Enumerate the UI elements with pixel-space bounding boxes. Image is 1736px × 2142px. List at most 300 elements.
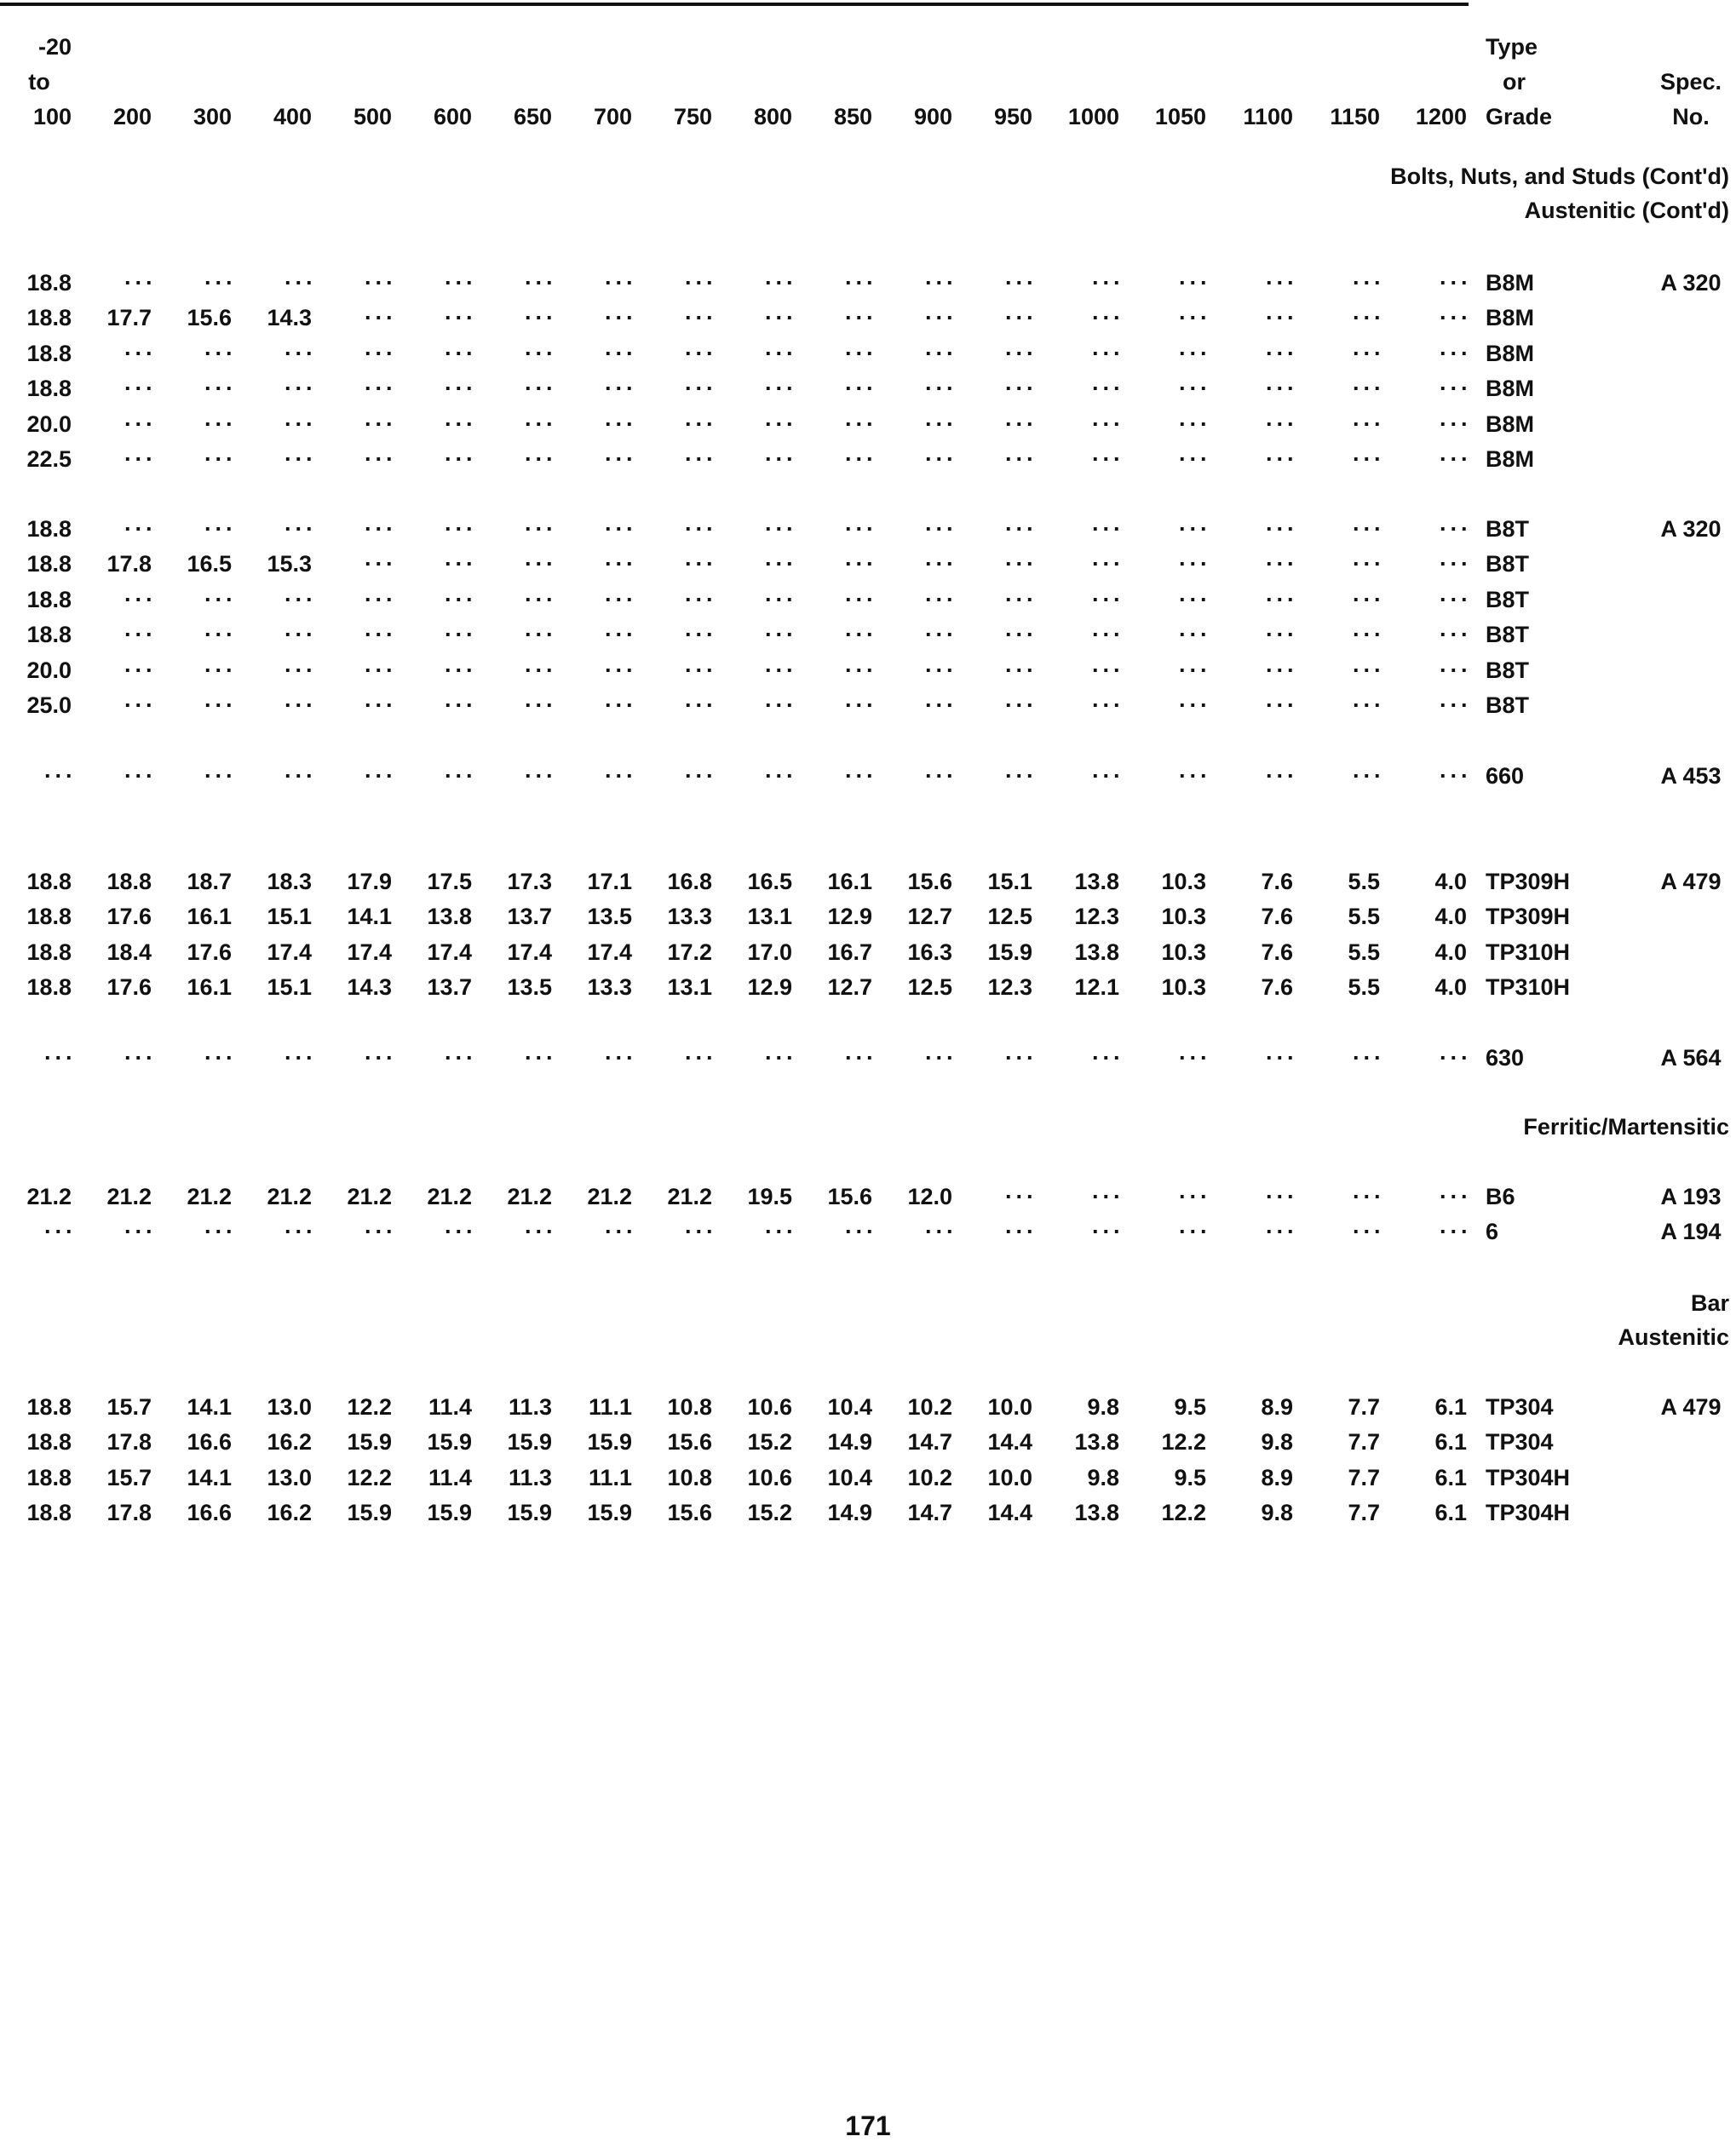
table-cell: 17.4 xyxy=(507,939,552,965)
table-cell: · · · xyxy=(1353,551,1380,577)
table-cell: · · · xyxy=(285,692,312,718)
table-cell: 11.1 xyxy=(588,1464,632,1490)
table-cell: 18.8 xyxy=(26,1394,72,1420)
table-cell: · · · xyxy=(1179,1045,1206,1071)
table-cell: 7.6 xyxy=(1261,904,1293,930)
table-cell: 14.9 xyxy=(827,1429,872,1456)
table-cell: · · · xyxy=(1353,657,1380,683)
table-cell: 15.9 xyxy=(347,1500,392,1526)
table-cell: 12.9 xyxy=(747,974,792,1001)
table-cell: · · · xyxy=(605,411,632,437)
type-grade-cell: B8M xyxy=(1486,446,1535,472)
table-cell: 21.2 xyxy=(667,1184,712,1209)
spec-number-cell: A 194 xyxy=(1660,1219,1722,1245)
table-cell: · · · xyxy=(445,305,472,331)
table-cell: · · · xyxy=(124,586,152,612)
table-cell: 6.1 xyxy=(1434,1500,1467,1526)
table-cell: 18.8 xyxy=(26,1500,72,1526)
section-heading: Austenitic xyxy=(1618,1324,1729,1350)
table-cell: 12.5 xyxy=(907,974,952,1001)
type-grade-cell: B8T xyxy=(1486,551,1530,577)
table-cell: · · · xyxy=(365,551,392,577)
table-cell: 10.8 xyxy=(667,1394,712,1420)
table-cell: · · · xyxy=(44,1219,72,1245)
table-cell: · · · xyxy=(285,376,312,402)
table-cell: · · · xyxy=(685,305,712,331)
table-cell: 21.2 xyxy=(507,1184,552,1209)
table-cell: · · · xyxy=(204,270,232,296)
table-cell: 18.8 xyxy=(26,516,72,542)
table-row xyxy=(7,970,1736,1005)
column-header-temp xyxy=(239,100,319,135)
table-cell: · · · xyxy=(925,446,952,472)
table-cell: · · · xyxy=(1179,551,1206,577)
table-cell: · · · xyxy=(445,1219,472,1245)
table-cell: 7.6 xyxy=(1261,869,1293,894)
table-cell: · · · xyxy=(1353,763,1380,789)
table-row xyxy=(7,1390,1736,1425)
table-cell: · · · xyxy=(1440,551,1467,577)
column-header-line: 100 xyxy=(32,104,72,129)
type-grade-cell: 630 xyxy=(1486,1045,1525,1071)
table-cell: · · · xyxy=(365,340,392,366)
type-grade-cell: TP304H xyxy=(1486,1464,1571,1490)
table-cell: 10.3 xyxy=(1161,974,1206,1001)
table-cell: · · · xyxy=(1179,763,1206,789)
table-cell: · · · xyxy=(124,340,152,366)
table-cell: 13.8 xyxy=(1074,869,1119,894)
table-cell: 17.9 xyxy=(347,869,392,894)
table-row xyxy=(7,1461,1736,1496)
table-cell: · · · xyxy=(365,411,392,437)
table-cell: · · · xyxy=(365,1045,392,1071)
table-cell: 17.4 xyxy=(587,939,632,965)
table-cell: 13.5 xyxy=(587,904,632,930)
column-header-line: 500 xyxy=(353,104,392,129)
type-grade-cell: TP304 xyxy=(1486,1394,1554,1420)
table-cell: · · · xyxy=(1179,516,1206,542)
table-cell: 15.6 xyxy=(667,1500,712,1526)
section-heading: Bar xyxy=(1690,1290,1729,1316)
table-header xyxy=(7,24,1736,135)
table-cell: · · · xyxy=(1179,340,1206,366)
table-cell: 12.1 xyxy=(1074,974,1119,1001)
table-cell: · · · xyxy=(204,446,232,472)
table-cell: · · · xyxy=(605,376,632,402)
table-cell: · · · xyxy=(285,411,312,437)
column-header-line: 850 xyxy=(833,104,872,129)
table-cell: 11.3 xyxy=(508,1394,552,1420)
table-cell: · · · xyxy=(285,657,312,683)
table-cell: 10.4 xyxy=(827,1464,872,1490)
table-cell: · · · xyxy=(124,763,152,789)
table-cell: · · · xyxy=(525,1045,552,1071)
table-cell: · · · xyxy=(685,657,712,683)
table-cell: 15.2 xyxy=(747,1429,792,1456)
table-cell: · · · xyxy=(365,305,392,331)
type-grade-cell: B8T xyxy=(1486,692,1530,718)
table-cell: 5.5 xyxy=(1348,904,1380,930)
table-cell: · · · xyxy=(765,305,792,331)
table-cell: · · · xyxy=(685,270,712,296)
table-cell: · · · xyxy=(1440,586,1467,612)
table-cell: · · · xyxy=(845,376,872,402)
table-cell: · · · xyxy=(1266,551,1293,577)
table-cell: · · · xyxy=(845,657,872,683)
table-cell: · · · xyxy=(845,411,872,437)
table-cell: · · · xyxy=(685,692,712,718)
table-cell: · · · xyxy=(445,657,472,683)
table-cell: · · · xyxy=(1266,763,1293,789)
table-cell: · · · xyxy=(1005,1219,1032,1245)
table-cell: · · · xyxy=(1092,340,1119,366)
table-cell: · · · xyxy=(1179,1184,1206,1209)
column-header-temp xyxy=(559,100,639,135)
type-grade-cell: B8M xyxy=(1486,376,1535,402)
table-cell: · · · xyxy=(525,586,552,612)
table-cell: 17.7 xyxy=(106,305,152,331)
table-cell: 10.0 xyxy=(987,1464,1032,1490)
table-row xyxy=(7,371,1736,406)
table-cell: 10.0 xyxy=(987,1394,1032,1420)
table-cell: 15.6 xyxy=(667,1429,712,1456)
table-cell: 10.3 xyxy=(1161,939,1206,965)
table-cell: 10.8 xyxy=(667,1464,712,1490)
column-header-line: No. xyxy=(1672,104,1710,129)
table-cell: · · · xyxy=(1179,622,1206,648)
table-cell: · · · xyxy=(1353,376,1380,402)
column-header-temp xyxy=(7,30,78,135)
table-cell: · · · xyxy=(1266,305,1293,331)
table-cell: 14.3 xyxy=(267,305,312,331)
table-cell: 12.9 xyxy=(827,904,872,930)
table-cell: · · · xyxy=(765,657,792,683)
table-cell: · · · xyxy=(605,1219,632,1245)
table-cell: 9.5 xyxy=(1174,1464,1206,1490)
table-cell: 18.8 xyxy=(106,869,152,894)
table-cell: · · · xyxy=(1005,305,1032,331)
table-cell: · · · xyxy=(845,1219,872,1245)
table-cell: · · · xyxy=(365,622,392,648)
table-cell: 5.5 xyxy=(1348,974,1380,1001)
table-cell: 19.5 xyxy=(747,1184,792,1209)
table-cell: · · · xyxy=(1005,340,1032,366)
column-header-temp xyxy=(719,100,799,135)
table-cell: · · · xyxy=(445,1045,472,1071)
table-cell: 16.6 xyxy=(187,1500,232,1526)
table-cell: · · · xyxy=(285,516,312,542)
table-cell: · · · xyxy=(285,586,312,612)
table-cell: 18.8 xyxy=(26,622,72,648)
table-cell: 18.8 xyxy=(26,340,72,366)
spec-number-cell: A 479 xyxy=(1660,869,1722,894)
type-grade-cell: 660 xyxy=(1486,763,1525,789)
table-cell: · · · xyxy=(1353,446,1380,472)
table-cell: 4.0 xyxy=(1434,974,1467,1001)
column-header-temp xyxy=(1039,100,1126,135)
table-cell: 18.8 xyxy=(26,939,72,965)
table-cell: · · · xyxy=(1440,340,1467,366)
column-header-line: 1050 xyxy=(1154,104,1206,129)
table-cell: · · · xyxy=(1440,657,1467,683)
table-cell: 15.1 xyxy=(267,904,312,930)
column-header-line: 1100 xyxy=(1243,104,1293,129)
table-cell: 6.1 xyxy=(1434,1464,1467,1490)
table-row xyxy=(7,864,1736,899)
table-cell: · · · xyxy=(845,692,872,718)
table-cell: 17.8 xyxy=(106,551,152,577)
table-cell: · · · xyxy=(365,657,392,683)
table-cell: · · · xyxy=(1005,270,1032,296)
table-cell: · · · xyxy=(365,1219,392,1245)
table-cell: · · · xyxy=(765,340,792,366)
table-cell: · · · xyxy=(204,657,232,683)
table-cell: · · · xyxy=(1092,763,1119,789)
table-cell: 18.7 xyxy=(187,869,232,894)
table-cell: · · · xyxy=(1005,657,1032,683)
table-cell: 18.8 xyxy=(26,1464,72,1490)
table-cell: · · · xyxy=(525,1219,552,1245)
table-cell: 21.2 xyxy=(187,1184,232,1209)
table-cell: 17.4 xyxy=(347,939,392,965)
table-row xyxy=(7,1215,1736,1249)
column-header-line: 1200 xyxy=(1415,104,1467,129)
table-cell: · · · xyxy=(1353,270,1380,296)
column-header-line: 950 xyxy=(993,104,1032,129)
type-grade-cell: B8T xyxy=(1486,622,1530,648)
table-cell: 15.9 xyxy=(507,1500,552,1526)
table-cell: 14.4 xyxy=(987,1429,1032,1456)
spec-number-cell: A 193 xyxy=(1660,1184,1722,1209)
table-cell: · · · xyxy=(1005,411,1032,437)
table-cell: 17.2 xyxy=(667,939,712,965)
table-cell: · · · xyxy=(204,622,232,648)
table-cell: · · · xyxy=(765,270,792,296)
table-cell: · · · xyxy=(525,657,552,683)
table-cell: 16.3 xyxy=(907,939,952,965)
column-header-temp xyxy=(879,100,959,135)
table-cell: 25.0 xyxy=(26,692,72,718)
table-cell: · · · xyxy=(605,763,632,789)
table-cell: · · · xyxy=(445,551,472,577)
table-cell: 4.0 xyxy=(1434,869,1467,894)
type-grade-cell: TP309H xyxy=(1486,904,1571,930)
table-cell: · · · xyxy=(525,411,552,437)
table-cell: · · · xyxy=(525,692,552,718)
table-cell: · · · xyxy=(765,411,792,437)
table-cell: 16.6 xyxy=(187,1429,232,1456)
table-cell: · · · xyxy=(1092,1184,1119,1209)
table-cell: 15.2 xyxy=(747,1500,792,1526)
table-cell: 14.3 xyxy=(347,974,392,1001)
table-cell: · · · xyxy=(1092,657,1119,683)
table-cell: · · · xyxy=(1440,270,1467,296)
table-cell: 15.3 xyxy=(267,551,312,577)
table-cell: · · · xyxy=(605,1045,632,1071)
table-cell: · · · xyxy=(1266,516,1293,542)
table-cell: 9.8 xyxy=(1261,1429,1293,1456)
table-cell: · · · xyxy=(1092,376,1119,402)
table-cell: · · · xyxy=(1266,692,1293,718)
table-cell: 12.3 xyxy=(1074,904,1119,930)
table-cell: 11.4 xyxy=(428,1464,472,1490)
table-cell: · · · xyxy=(204,586,232,612)
column-header-temp xyxy=(1126,100,1213,135)
table-cell: 11.3 xyxy=(508,1464,552,1490)
table-cell: · · · xyxy=(765,622,792,648)
table-cell: · · · xyxy=(925,340,952,366)
column-header-type xyxy=(1474,30,1618,135)
table-cell: · · · xyxy=(124,411,152,437)
table-cell: · · · xyxy=(124,270,152,296)
table-cell: · · · xyxy=(1353,1219,1380,1245)
table-cell: · · · xyxy=(925,376,952,402)
table-cell: 13.8 xyxy=(1074,1500,1119,1526)
table-cell: 13.0 xyxy=(267,1464,312,1490)
type-grade-cell: 6 xyxy=(1486,1219,1499,1245)
table-cell: 9.8 xyxy=(1087,1464,1119,1490)
table-cell: · · · xyxy=(285,622,312,648)
table-cell: · · · xyxy=(685,446,712,472)
table-cell: · · · xyxy=(445,622,472,648)
table-cell: · · · xyxy=(1440,622,1467,648)
table-cell: · · · xyxy=(685,622,712,648)
table-cell: 20.0 xyxy=(26,411,72,437)
table-cell: · · · xyxy=(605,657,632,683)
table-cell: · · · xyxy=(1179,586,1206,612)
table-cell: · · · xyxy=(204,1045,232,1071)
table-cell: · · · xyxy=(1092,622,1119,648)
table-cell: 16.2 xyxy=(267,1429,312,1456)
table-cell: · · · xyxy=(765,692,792,718)
table-cell: · · · xyxy=(765,763,792,789)
table-cell: · · · xyxy=(1005,586,1032,612)
table-cell: · · · xyxy=(525,516,552,542)
type-grade-cell: TP309H xyxy=(1486,869,1571,894)
table-cell: · · · xyxy=(1353,1045,1380,1071)
table-cell: · · · xyxy=(925,1045,952,1071)
table-cell: · · · xyxy=(1179,411,1206,437)
table-cell: 20.0 xyxy=(26,657,72,683)
table-cell: · · · xyxy=(925,622,952,648)
table-cell: · · · xyxy=(925,763,952,789)
table-cell: 18.8 xyxy=(26,305,72,331)
table-cell: 10.6 xyxy=(747,1464,792,1490)
table-cell: · · · xyxy=(1266,1045,1293,1071)
table-cell: · · · xyxy=(445,340,472,366)
table-cell: · · · xyxy=(365,516,392,542)
column-header-line: Type xyxy=(1486,34,1538,60)
table-cell: · · · xyxy=(1440,516,1467,542)
table-cell: 12.2 xyxy=(1161,1500,1206,1526)
column-header-line: Grade xyxy=(1486,104,1553,129)
type-grade-cell: B8M xyxy=(1486,411,1535,437)
table-cell: · · · xyxy=(445,270,472,296)
table-cell: · · · xyxy=(204,1219,232,1245)
table-cell: 9.5 xyxy=(1174,1394,1206,1420)
table-cell: 14.1 xyxy=(347,904,392,930)
table-cell: 13.7 xyxy=(427,974,472,1001)
table-cell: · · · xyxy=(1092,1045,1119,1071)
table-cell: · · · xyxy=(525,376,552,402)
table-cell: 16.1 xyxy=(187,904,232,930)
table-cell: 15.9 xyxy=(587,1500,632,1526)
column-header-temp xyxy=(1300,100,1387,135)
table-cell: 18.8 xyxy=(26,869,72,894)
table-cell: · · · xyxy=(1353,516,1380,542)
table-cell: 17.8 xyxy=(106,1500,152,1526)
table-row xyxy=(7,1496,1736,1530)
column-header-line: 200 xyxy=(112,104,152,129)
table-cell: 21.2 xyxy=(347,1184,392,1209)
table-cell: · · · xyxy=(44,1045,72,1071)
table-cell: 21.2 xyxy=(587,1184,632,1209)
section-heading: Bolts, Nuts, and Studs (Cont'd) xyxy=(1390,164,1729,189)
table-cell: · · · xyxy=(1440,411,1467,437)
section-heading: Ferritic/Martensitic xyxy=(1523,1114,1729,1140)
table-cell: 13.0 xyxy=(267,1394,312,1420)
column-header-line: -20 xyxy=(37,34,72,60)
table-cell: 9.8 xyxy=(1087,1394,1119,1420)
column-header-temp xyxy=(799,100,879,135)
table-cell: · · · xyxy=(1266,376,1293,402)
table-cell: 7.7 xyxy=(1348,1500,1380,1526)
table-cell: · · · xyxy=(204,763,232,789)
column-header-temp xyxy=(1213,100,1300,135)
table-cell: · · · xyxy=(124,446,152,472)
table-cell: · · · xyxy=(1353,340,1380,366)
table-cell: · · · xyxy=(124,1045,152,1071)
table-cell: 13.1 xyxy=(747,904,792,930)
table-cell: 17.8 xyxy=(106,1429,152,1456)
table-row xyxy=(7,899,1736,934)
table-cell: · · · xyxy=(285,1045,312,1071)
table-cell: 7.7 xyxy=(1348,1464,1380,1490)
table-cell: · · · xyxy=(1005,376,1032,402)
table-cell: · · · xyxy=(204,411,232,437)
table-cell: · · · xyxy=(765,1045,792,1071)
table-cell: 17.0 xyxy=(747,939,792,965)
table-cell: 14.1 xyxy=(187,1394,232,1420)
table-cell: · · · xyxy=(765,516,792,542)
table-cell: · · · xyxy=(1092,1219,1119,1245)
table-cell: 5.5 xyxy=(1348,939,1380,965)
column-header-temp xyxy=(319,100,399,135)
table-cell: 8.9 xyxy=(1261,1464,1293,1490)
table-cell: · · · xyxy=(204,340,232,366)
table-cell: · · · xyxy=(445,586,472,612)
table-cell: 21.2 xyxy=(267,1184,312,1209)
column-header-line: to xyxy=(28,69,50,95)
table-cell: 14.1 xyxy=(187,1464,232,1490)
table-cell: 10.6 xyxy=(747,1394,792,1420)
table-cell: 21.2 xyxy=(427,1184,472,1209)
table-cell: · · · xyxy=(845,622,872,648)
table-cell: · · · xyxy=(1440,1219,1467,1245)
column-header-temp xyxy=(78,100,158,135)
table-cell: 6.1 xyxy=(1434,1394,1467,1420)
table-row xyxy=(7,512,1736,547)
table-cell: · · · xyxy=(1179,446,1206,472)
table-cell: · · · xyxy=(1179,1219,1206,1245)
column-header-line: 600 xyxy=(433,104,472,129)
table-cell: · · · xyxy=(1092,305,1119,331)
table-row xyxy=(7,617,1736,652)
table-cell: · · · xyxy=(124,622,152,648)
table-cell: 12.7 xyxy=(907,904,952,930)
type-grade-cell: B8T xyxy=(1486,657,1530,683)
table-cell: 15.1 xyxy=(267,974,312,1001)
